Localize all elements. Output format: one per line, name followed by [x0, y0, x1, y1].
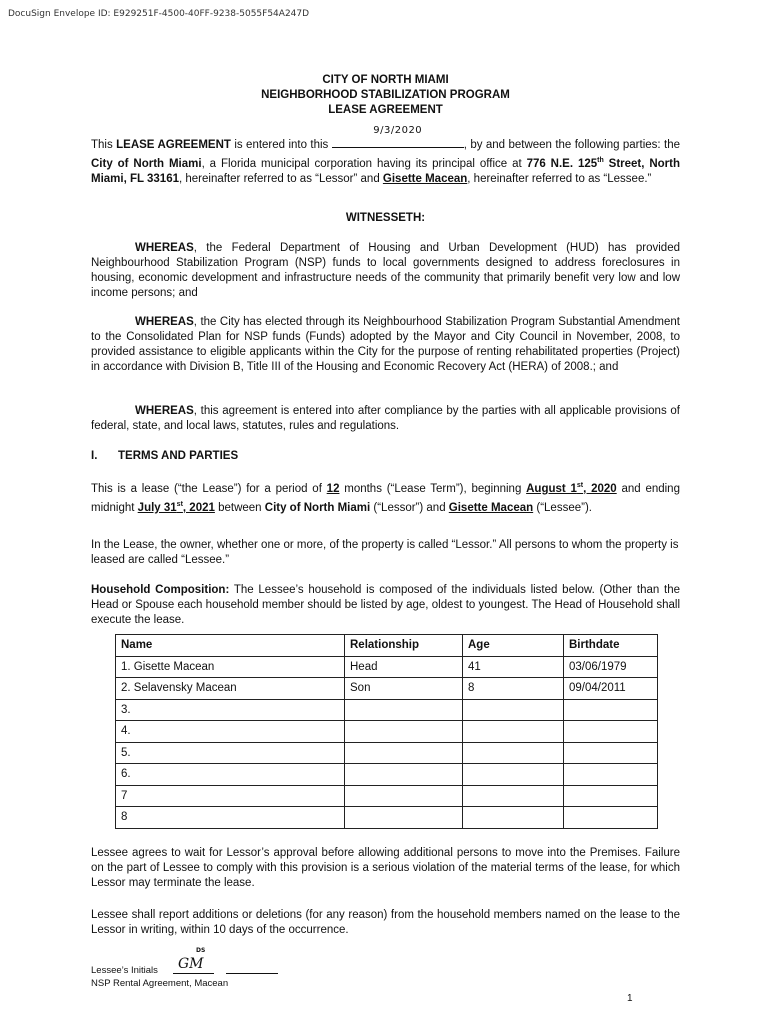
docusign-mark: DS: [196, 947, 206, 954]
table-row: [116, 807, 658, 829]
household-paragraph: [91, 583, 680, 628]
cell-name[interactable]: 3.: [116, 699, 345, 721]
intro-text: , hereinafter referred to as “Lessor” and: [179, 172, 383, 185]
table-row: [116, 742, 658, 764]
term-text: months (“Lease Term”), beginning: [339, 482, 527, 495]
end-date-suffix: st: [176, 500, 183, 508]
whereas-3: [91, 404, 680, 434]
col-age-header: Age: [463, 635, 564, 657]
term-text: (“Lessor”) and: [370, 501, 449, 514]
household-table: [115, 634, 658, 829]
intro-text: , a Florida municipal corporation having its principal office at: [201, 157, 527, 170]
col-name-header: Name: [116, 635, 345, 657]
lessor-name: City of North Miami: [91, 157, 202, 170]
cell-birthdate[interactable]: [564, 742, 658, 764]
cell-name[interactable]: 2. Selavensky Macean: [116, 678, 345, 700]
whereas-1: [91, 241, 680, 301]
whereas-text: , the City has elected through its Neighbourhood Stabilization Program Substantial Amendment to the Consolidated Plan for NSP funds (Funds) adopted by the Mayor and City Council in November, 2008, to provided assistance to eligible applicants within the City for the purpose of renting rehabilitated properties (Project) in accordance with Division B, Title III of the Housing and Economic Recovery Act (HERA) of 2008.; and: [91, 316, 680, 373]
section-heading: [91, 449, 680, 464]
cell-age[interactable]: [463, 764, 564, 786]
section-title: TERMS AND PARTIES: [118, 450, 239, 462]
cell-birthdate[interactable]: [564, 764, 658, 786]
cell-relationship[interactable]: Son: [345, 678, 463, 700]
cell-birthdate[interactable]: 03/06/1979: [564, 656, 658, 678]
cell-name[interactable]: 6.: [116, 764, 345, 786]
cell-age[interactable]: [463, 699, 564, 721]
cell-age[interactable]: 41: [463, 656, 564, 678]
docusign-envelope-id: DocuSign Envelope ID: E929251F-4500-40FF-9238-5055F54A247D: [8, 9, 310, 19]
whereas-label: WHEREAS: [135, 242, 194, 254]
term-text: between: [214, 501, 265, 514]
report-paragraph: Lessee shall report additions or deletions (for any reason) from the household members named on the lease to the Lessor in writing, within 10 days of the occurrence.: [91, 909, 680, 936]
cell-name[interactable]: 5.: [116, 742, 345, 764]
initials-line-second[interactable]: [226, 973, 278, 974]
cell-relationship[interactable]: [345, 742, 463, 764]
household-text: The Lessee’s household is composed of the individuals listed below. (Other than the Head or Spouse each household member should be listed by age, oldest to youngest. The Head of Household shall execute the lease.: [91, 584, 681, 626]
start-date: , 2020: [583, 482, 617, 495]
cell-birthdate[interactable]: [564, 721, 658, 743]
header-title: LEASE AGREEMENT: [328, 104, 443, 116]
term-text: This is a lease (“the Lease”) for a period of: [91, 482, 327, 495]
lessee-name: Gisette Macean: [382, 172, 468, 185]
cell-birthdate[interactable]: [564, 785, 658, 807]
initials-label: Lessee’s Initials: [91, 965, 158, 976]
table-row: [116, 656, 658, 678]
approval-paragraph: Lessee agrees to wait for Lessor’s approval before allowing additional persons to move into the Premises. Failure on the part of Lessee to comply with this provision is a serious violation of the material terms of the lease, for which Lessor may terminate the lease.: [91, 847, 680, 889]
cell-name[interactable]: 1. Gisette Macean: [116, 656, 345, 678]
table-row: [116, 721, 658, 743]
address-suffix: th: [597, 157, 604, 164]
table-row: [116, 764, 658, 786]
header-city: CITY OF NORTH MIAMI: [322, 74, 449, 86]
table-row: [116, 699, 658, 721]
cell-relationship[interactable]: [345, 721, 463, 743]
table-row: [116, 785, 658, 807]
document-header: [91, 73, 680, 118]
intro-text: This: [91, 139, 117, 151]
date-field[interactable]: [332, 125, 464, 148]
agreement-footer: NSP Rental Agreement, Macean: [91, 978, 229, 989]
owner-paragraph: In the Lease, the owner, whether one or more, of the property is called “Lessor.” All persons to whom the property is leased are called “Lessee.”: [91, 539, 679, 566]
cell-name[interactable]: 8: [116, 807, 345, 829]
cell-relationship[interactable]: Head: [345, 656, 463, 678]
intro-bold: LEASE AGREEMENT: [116, 139, 231, 151]
intro-text: , by and between the following parties: the: [463, 139, 680, 151]
cell-name[interactable]: 7: [116, 785, 345, 807]
cell-age[interactable]: [463, 721, 564, 743]
lessor-name: City of North Miami: [264, 501, 371, 514]
household-label: Household Composition:: [91, 584, 230, 596]
address: 776 N.E. 125: [526, 157, 598, 170]
cell-age[interactable]: [463, 742, 564, 764]
table-row: [116, 678, 658, 700]
whereas-2: [91, 315, 680, 375]
cell-relationship[interactable]: [345, 785, 463, 807]
header-program: NEIGHBORHOOD STABILIZATION PROGRAM: [261, 89, 510, 101]
address: Street, North Miami, FL 33161: [91, 157, 681, 185]
cell-age[interactable]: [463, 807, 564, 829]
col-birthdate-header: Birthdate: [564, 635, 658, 657]
cell-relationship[interactable]: [345, 764, 463, 786]
date-value: 9/3/2020: [373, 125, 423, 136]
intro-paragraph: [91, 125, 681, 187]
cell-relationship[interactable]: [345, 699, 463, 721]
term-text: and ending midnight: [91, 482, 680, 514]
cell-name[interactable]: 4.: [116, 721, 345, 743]
section-number: I.: [91, 450, 98, 462]
start-date: August 1: [526, 482, 577, 495]
lease-months: 12: [326, 482, 340, 495]
cell-age[interactable]: [463, 785, 564, 807]
intro-text: , hereinafter referred to as “Lessee.”: [467, 172, 652, 185]
table-header-row: [116, 635, 658, 657]
col-relationship-header: Relationship: [345, 635, 463, 657]
whereas-label: WHEREAS: [135, 316, 194, 328]
cell-relationship[interactable]: [345, 807, 463, 829]
initials-line: [173, 973, 214, 974]
whereas-label: WHEREAS: [135, 405, 194, 417]
end-date: , 2021: [182, 501, 215, 514]
witnesseth-heading: WITNESSETH:: [345, 212, 426, 224]
whereas-text: , this agreement is entered into after compliance by the parties with all applicable provisions of federal, state, and local laws, statutes, rules and regulations.: [91, 405, 680, 432]
lessee-name: Gisette Macean: [448, 501, 534, 514]
cell-age[interactable]: 8: [463, 678, 564, 700]
initials-signature: GM: [178, 956, 204, 972]
end-date: July 31: [137, 501, 177, 514]
whereas-text: , the Federal Department of Housing and Urban Development (HUD) has provided Neighbourhood Stabilization Program (NSP) funds to local governments designed to address foreclosures in housing, economic development and infrastructure needs of the community that primarily benefit very low and low income persons; and: [91, 242, 680, 299]
lease-term-paragraph: [91, 478, 680, 516]
cell-birthdate[interactable]: [564, 699, 658, 721]
term-text: (“Lessee”).: [533, 501, 592, 514]
cell-birthdate[interactable]: 09/04/2011: [564, 678, 658, 700]
intro-text: is entered into this: [230, 139, 332, 151]
cell-birthdate[interactable]: [564, 807, 658, 829]
page-number: 1: [627, 993, 633, 1004]
start-date-suffix: st: [576, 482, 584, 489]
